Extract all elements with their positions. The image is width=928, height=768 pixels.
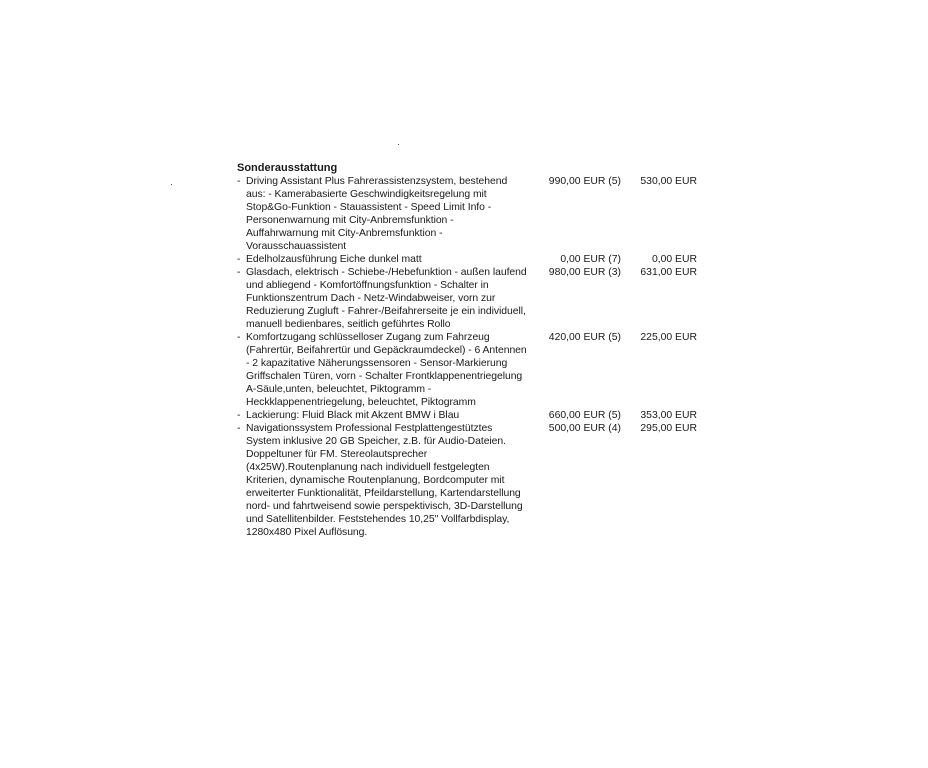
option-description: Edelholzausführung Eiche dunkel matt <box>246 254 422 265</box>
scan-speck <box>398 144 399 145</box>
option-list-price: 500,00 EUR (4) <box>548 423 621 434</box>
list-bullet: - <box>237 423 241 434</box>
option-price: 530,00 EUR <box>640 176 697 187</box>
list-bullet: - <box>237 267 241 278</box>
option-list-price: 420,00 EUR (5) <box>548 332 621 343</box>
option-item <box>237 253 707 266</box>
option-list-price: 990,00 EUR (5) <box>548 176 621 187</box>
option-price: 631,00 EUR <box>640 267 697 278</box>
list-bullet: - <box>237 410 241 421</box>
options-list <box>237 175 707 539</box>
option-item <box>237 331 707 409</box>
list-bullet: - <box>237 332 241 343</box>
option-description: Driving Assistant Plus Fahrerassistenzsystem, bestehend aus: - Kamerabasierte Geschwindigkeitsregelung mit Stop&Go-Funktion - Stauassistent - Speed Limit Info - Personenwarnung mit City-Anbremsfunktion - Auffahrwarnung mit City-Anbremsfunktion - Vorausschauassistent <box>246 176 508 252</box>
option-price: 225,00 EUR <box>640 332 697 343</box>
option-description: Navigationssystem Professional Festplattengestütztes System inklusive 20 GB Speicher, z.B. für Audio-Dateien. Doppeltuner für FM. Stereolautsprecher (4x25W).Routenplanung nach individuell festgelegten Kriterien, dynamische Routenplanung, Bordcomputer mit erweiterter Funktionalität, Pfeildarstellung, Kartendarstellung nord- und fahrtweisend sowie perspektivisch, 3D-Darstellung und Satellitenbilder. Feststehendes 10,25" Vollfarbdisplay, 1280x480 Pixel Auflösung. <box>246 423 523 538</box>
section-title: Sonderausstattung <box>237 162 338 174</box>
option-item <box>237 175 707 253</box>
list-bullet: - <box>237 254 241 265</box>
option-description: Lackierung: Fluid Black mit Akzent BMW i Blau <box>246 410 460 421</box>
option-description: Komfortzugang schlüsselloser Zugang zum Fahrzeug (Fahrertür, Beifahrertür und Gepäckraumdeckel) - 6 Antennen - 2 kapazitative Näherungssensoren - Sensor-Markierung Griffschalen Türen, vorn - Schalter Frontklappenentriegelung A-Säule,unten, beleuchtet, Piktogramm - Heckklappenentriegelung, beleuchtet, Piktogramm <box>246 332 527 408</box>
option-item <box>237 422 707 539</box>
option-list-price: 660,00 EUR (5) <box>548 410 621 421</box>
list-bullet: - <box>237 176 241 187</box>
option-price: 0,00 EUR <box>651 254 697 265</box>
option-list-price: 0,00 EUR (7) <box>560 254 621 265</box>
option-item <box>237 266 707 331</box>
option-description: Glasdach, elektrisch - Schiebe-/Hebefunktion - außen laufend und abliegend - Komfortöffnungsfunktion - Schalter in Funktionszentrum Dach - Netz-Windabweiser, vorn zur Reduzierung Zugluft - Fahrer-/Beifahrerseite je ein individuell, manuell bedienbares, seitlich geführtes Rollo <box>246 267 527 330</box>
option-item <box>237 409 707 422</box>
option-price: 353,00 EUR <box>640 410 697 421</box>
scan-speck <box>171 184 172 185</box>
option-price: 295,00 EUR <box>640 423 697 434</box>
options-section <box>237 161 707 539</box>
option-list-price: 980,00 EUR (3) <box>548 267 621 278</box>
